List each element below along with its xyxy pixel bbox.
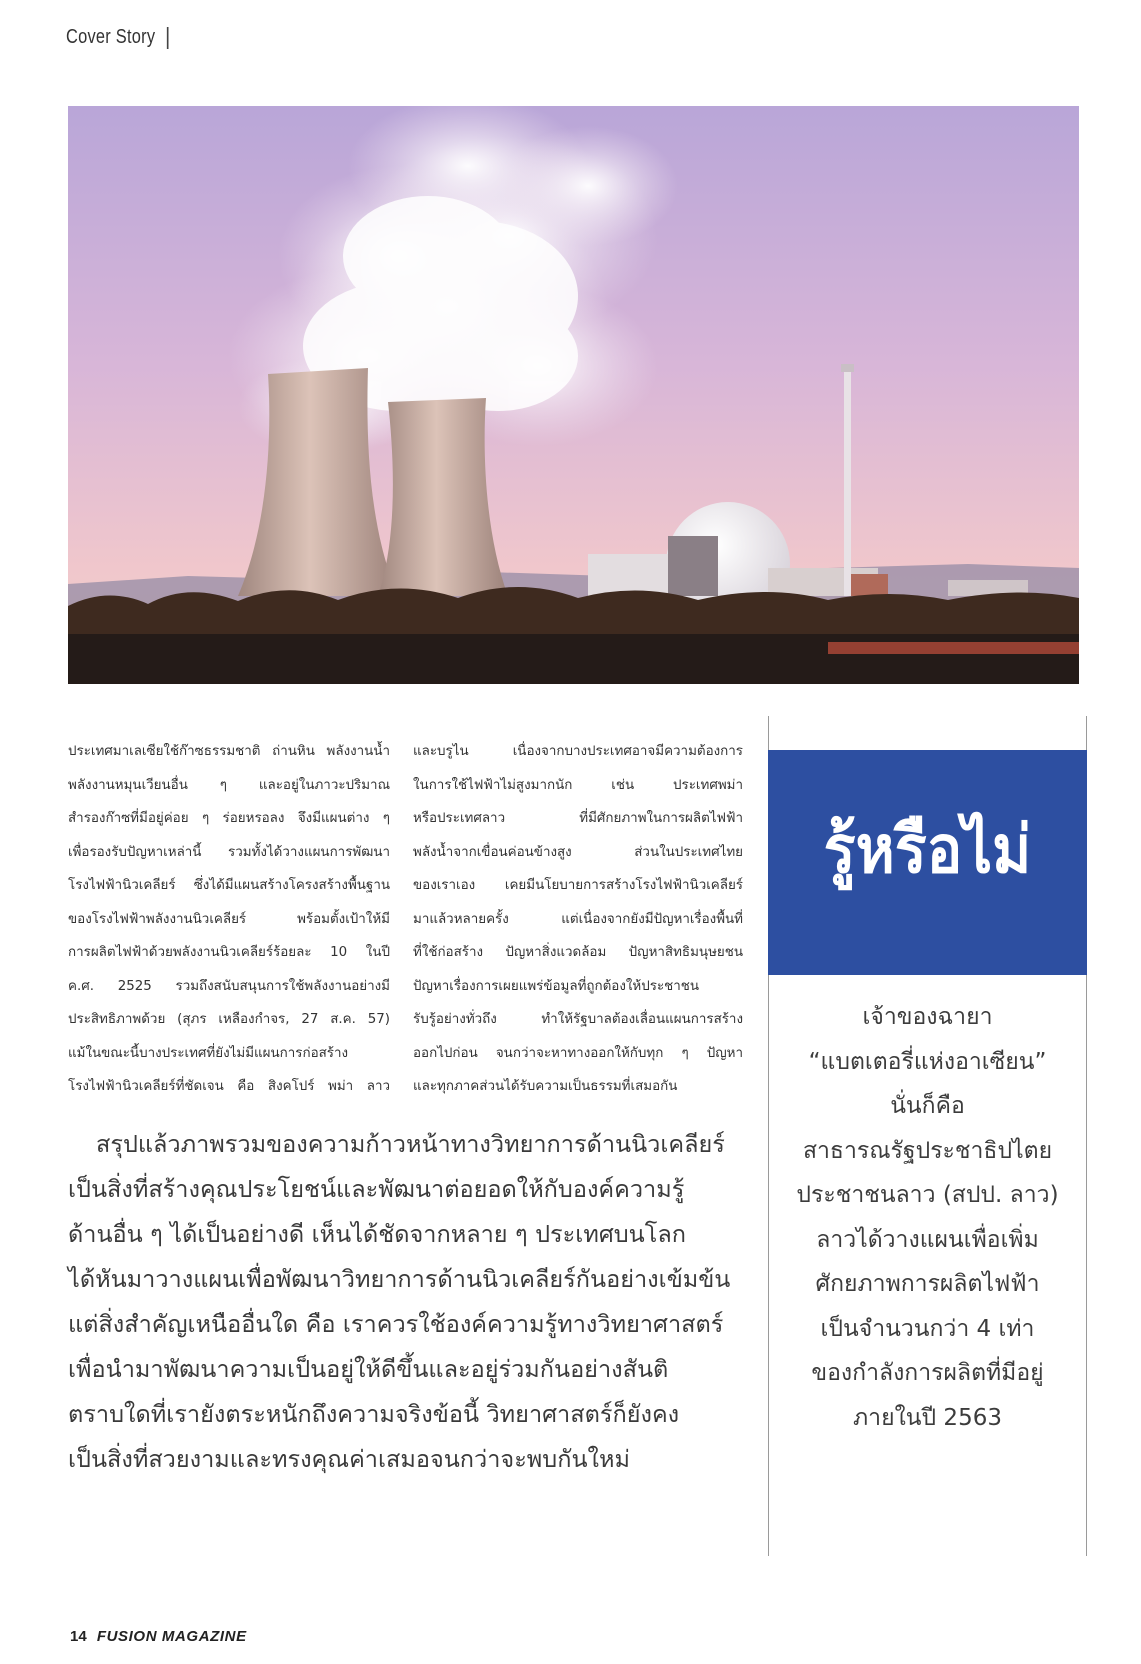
nuclear-plant-illustration	[68, 106, 1079, 684]
sidebar-line: ลาวได้วางแผนเพื่อเพิ่ม	[816, 1226, 1039, 1253]
body-line: และทุกภาคส่วนได้รับความเป็นธรรมที่เสมอกัน	[413, 1079, 678, 1094]
body-line: เพื่อรองรับปัญหาเหล่านี้ รวมทั้งได้วางแผนการพัฒนา	[68, 844, 390, 860]
sidebar-line: เป็นจำนวนกว่า 4 เท่า	[820, 1315, 1035, 1342]
page-number: 14	[70, 1628, 87, 1645]
body-column-2	[413, 735, 743, 1104]
body-line: ปัญหาเรื่องการเผยแพร่ข้อมูลที่ถูกต้องให้ประชาชน	[413, 978, 699, 994]
section-header	[66, 26, 168, 49]
body-line: พลังน้ำจากเขื่อนค่อนข้างสูง ส่วนในประเทศไทย	[413, 844, 743, 860]
body-line: ที่ใช้ก่อสร้าง ปัญหาสิ่งแวดล้อม ปัญหาสิทธิมนุษยชน	[413, 945, 743, 960]
body-line: มาแล้วหลายครั้ง แต่เนื่องจากยังมีปัญหาเรื่องพื้นที่	[413, 911, 743, 927]
sidebar-body	[775, 995, 1080, 1440]
summary-paragraph	[68, 1122, 740, 1482]
body-line: การผลิตไฟฟ้าด้วยพลังงานนิวเคลียร์ร้อยละ 10 ในปี	[68, 945, 390, 960]
body-column-1	[68, 735, 390, 1104]
body-line: ค.ศ. 2525 รวมถึงสนับสนุนการใช้พลังงานอย่างมี	[68, 978, 390, 994]
sidebar-line: ประชาชนลาว (สปป. ลาว)	[796, 1182, 1059, 1208]
cover-photo	[68, 106, 1079, 684]
body-line: ประเทศมาเลเซียใช้ก๊าซธรรมชาติ ถ่านหิน พลังงานน้ำ	[68, 744, 390, 759]
header-divider	[167, 27, 169, 49]
sidebar-line: ของกำลังการผลิตที่มีอยู่	[811, 1360, 1044, 1386]
magazine-name: FUSION MAGAZINE	[96, 1628, 247, 1645]
summary-line: เป็นสิ่งที่สวยงามและทรงคุณค่าเสมอจนกว่าจะพบกันใหม่	[68, 1445, 630, 1473]
body-line: ของเราเอง เคยมีนโยบายการสร้างโรงไฟฟ้านิวเคลียร์	[413, 878, 743, 893]
sidebar-line: ศักยภาพการผลิตไฟฟ้า	[815, 1271, 1040, 1297]
body-line: และบรูไน เนื่องจากบางประเทศอาจมีความต้องการ	[413, 744, 743, 759]
summary-line: ตราบใดที่เรายังตระหนักถึงความจริงข้อนี้ วิทยาศาสตร์ก็ยังคง	[68, 1400, 680, 1428]
body-line: โรงไฟฟ้านิวเคลียร์ที่ชัดเจน คือ สิงคโปร์ พม่า ลาว	[68, 1079, 390, 1094]
page-footer	[70, 1628, 247, 1645]
body-line: ในการใช้ไฟฟ้าไม่สูงมากนัก เช่น ประเทศพม่า	[413, 777, 743, 793]
body-line: พลังงานหมุนเวียนอื่น ๆ และอยู่ในภาวะปริมาณ	[68, 777, 390, 793]
sidebar-line: ภายในปี 2563	[853, 1404, 1002, 1431]
summary-line: เป็นสิ่งที่สร้างคุณประโยชน์และพัฒนาต่อยอดให้กับองค์ความรู้	[68, 1175, 685, 1203]
summary-line: เพื่อนำมาพัฒนาความเป็นอยู่ให้ดีขึ้นและอยู่ร่วมกันอย่างสันติ	[68, 1355, 669, 1383]
sidebar-line: นั่นก็คือ	[890, 1093, 965, 1119]
summary-line: ด้านอื่น ๆ ได้เป็นอย่างดี เห็นได้ชัดจากหลาย ๆ ประเทศบนโลก	[68, 1220, 686, 1248]
body-line: โรงไฟฟ้านิวเคลียร์ ซึ่งได้มีแผนสร้างโครงสร้างพื้นฐาน	[68, 878, 390, 893]
sidebar-line: “แบตเตอรี่แห่งอาเซียน”	[808, 1048, 1047, 1075]
body-line: แม้ในขณะนี้บางประเทศที่ยังไม่มีแผนการก่อสร้าง	[68, 1045, 349, 1061]
summary-line: ได้หันมาวางแผนเพื่อพัฒนาวิทยาการด้านนิวเคลียร์กันอย่างเข้มข้น	[68, 1265, 731, 1293]
section-label: Cover Story	[66, 26, 156, 48]
body-line: ประสิทธิภาพด้วย (สุภร เหลืองกำจร, 27 ส.ค. 57)	[68, 1012, 390, 1027]
body-line: ของโรงไฟฟ้าพลังงานนิวเคลียร์ พร้อมตั้งเป้าให้มี	[68, 911, 390, 927]
sidebar-line: เจ้าของฉายา	[862, 1004, 993, 1030]
sidebar-line: สาธารณรัฐประชาธิปไตย	[802, 1137, 1053, 1164]
summary-line: สรุปแล้วภาพรวมของความก้าวหน้าทางวิทยาการด้านนิวเคลียร์	[96, 1130, 725, 1158]
body-line: รับรู้อย่างทั่วถึง ทำให้รัฐบาลต้องเลื่อนแผนการสร้าง	[413, 1012, 743, 1027]
sidebar-title: รู้หรือไม่	[823, 811, 1032, 888]
body-line: สำรองก๊าซที่มีอยู่ค่อย ๆ ร่อยหรอลง จึงมีแผนต่าง ๆ	[68, 811, 390, 826]
summary-line: แต่สิ่งสำคัญเหนืออื่นใด คือ เราควรใช้องค์ความรู้ทางวิทยาศาสตร์	[68, 1310, 724, 1338]
body-line: หรือประเทศลาว ที่มีศักยภาพในการผลิตไฟฟ้า	[413, 811, 743, 826]
body-line: ออกไปก่อน จนกว่าจะหาทางออกให้กับทุก ๆ ปัญหา	[413, 1045, 743, 1061]
